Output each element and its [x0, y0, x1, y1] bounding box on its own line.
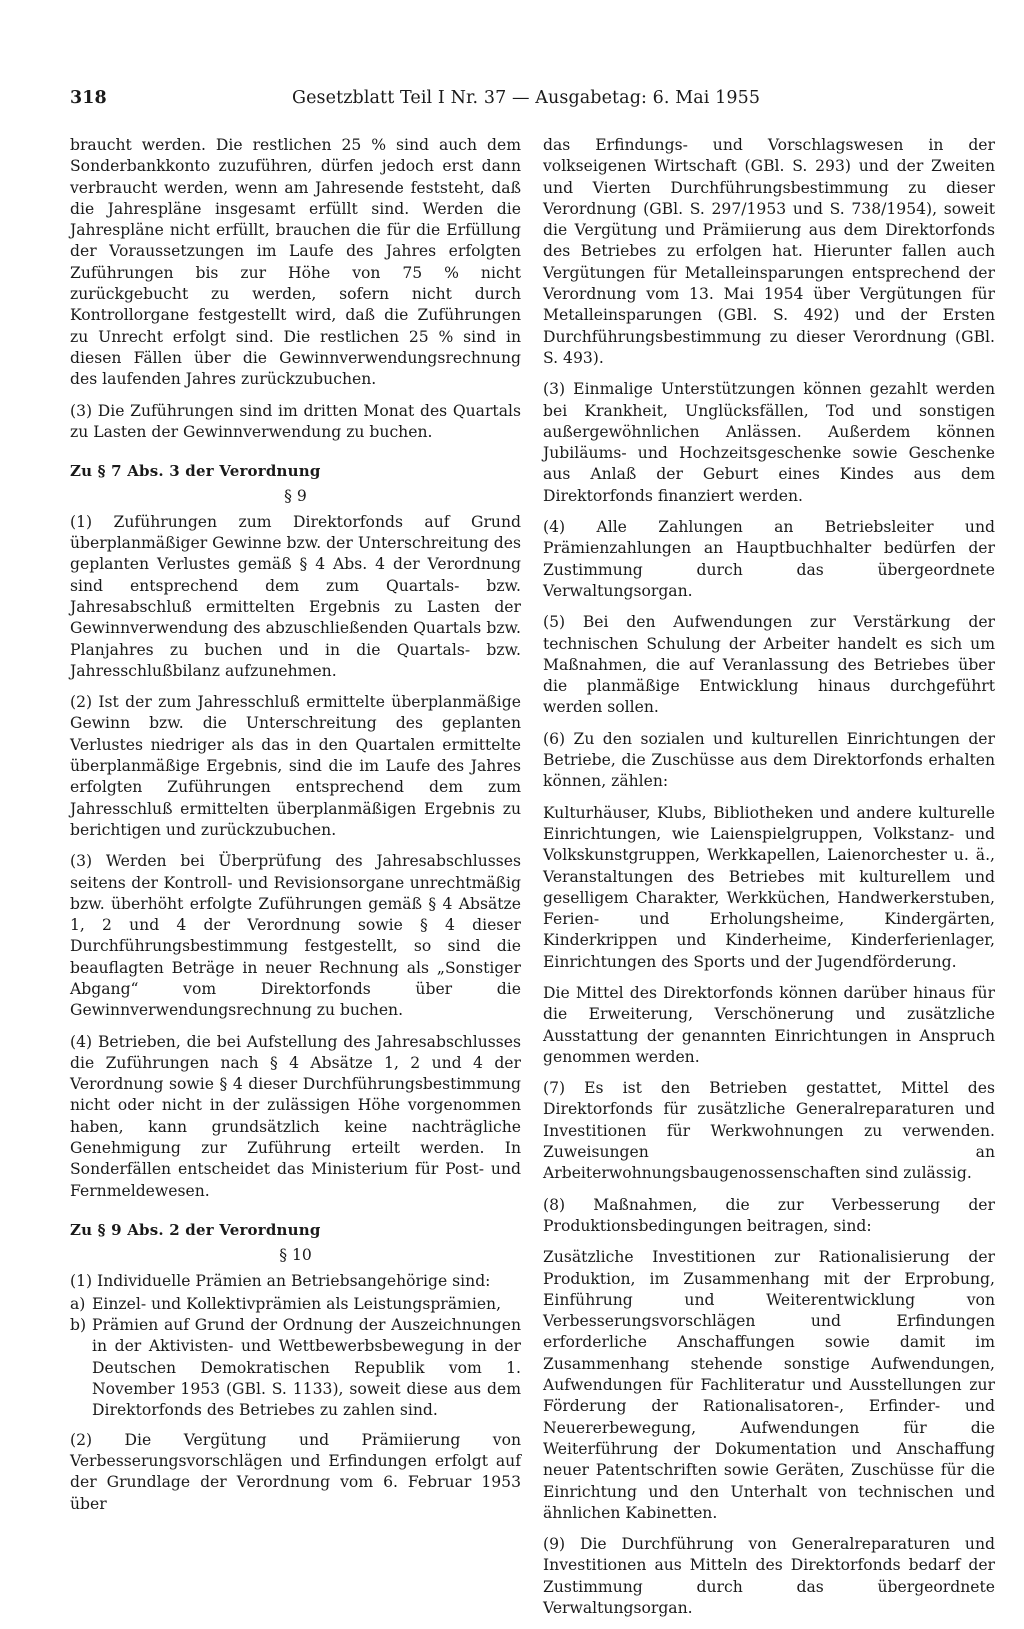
- paragraph: (8) Maßnahmen, die zur Verbesserung der Produktionsbedingungen beitragen, sind:: [543, 1195, 995, 1235]
- paragraph: (5) Bei den Aufwendungen zur Verstärkung der technischen Schulung der Arbeiter handelt es sich um Maßnahmen, die auf Veranlassung des Betriebes über die planmäßige Entwicklung hinaus durchgeführt werden sollen.: [543, 613, 995, 717]
- paragraph: Zusätzliche Investitionen zur Rationalisierung der Produktion, im Zusammenhang mit der Erprobung, Einführung und Weiterentwicklung von Verbesserungsvorschlägen und Erfindungen erforderliche Anschaffungen sowie damit im Zusammenhang stehende sonstige Aufwendungen, Aufwendungen für Fachliteratur und Ausstellungen zur Förderung der Rationalisatoren-, Erfinder- und Neuererbewegung, Aufwendungen für die Weiterführung der Dokumentation und Anschaffung neuer Patentschriften sowie Geräten, Zuschüsse für die Einrichtung und den Unterhalt von technischen und ähnlichen Kabinetten.: [543, 1248, 995, 1522]
- list-item: [70, 1294, 521, 1315]
- prize-list: [70, 1294, 521, 1422]
- left-column: [70, 135, 521, 1525]
- right-column: [543, 135, 995, 1629]
- paragraph: (7) Es ist den Betrieben gestattet, Mittel des Direktorfonds für zusätzliche Generalreparaturen und Investitionen für Werkwohnungen zu verwenden. Zuweisungen an Arbeiterwohnungsbaugenossenschaften sind zulässig.: [543, 1079, 995, 1183]
- list-text: Einzel- und Kollektivprämien als Leistungsprämien,: [92, 1294, 502, 1313]
- list-item: [70, 1315, 521, 1421]
- paragraph: Die Mittel des Direktorfonds können darüber hinaus für die Erweiterung, Verschönerung und zusätzliche Ausstattung der genannten Einrichtungen in Anspruch genommen werden.: [543, 983, 995, 1066]
- paragraph: (4) Alle Zahlungen an Betriebsleiter und Prämienzahlungen an Hauptbuchhalter bedürfen der Zustimmung durch das übergeordnete Verwaltungsorgan.: [543, 518, 995, 600]
- paragraph: braucht werden. Die restlichen 25 % sind auch dem Sonderbankkonto zuzuführen, dürfen jedoch erst dann verbraucht werden, wenn am Jahresende feststeht, daß die Jahrespläne insgesamt erfüllt sind. Werden die Jahrespläne nicht erfüllt, brauchen die für die Erfüllung der Voraussetzungen im Laufe des Jahres erfolgten Zuführungen bis zur Höhe von 75 % nicht zurückgebucht zu werden, sofern nicht durch Kontrollorgane festgestellt wird, daß die Zuführungen zu Unrecht erfolgt sind. Die restlichen 25 % sind in diesen Fällen über die Gewinnverwendungsrechnung des laufenden Jahres zurückzubuchen.: [70, 136, 521, 389]
- paragraph: (1) Zuführungen zum Direktorfonds auf Grund überplanmäßiger Gewinne bzw. der Unterschreitung des geplanten Verlustes gemäß § 4 Abs. 4 der Verordnung sind entsprechend dem zum Quartals- bzw. Jahresabschluß ermittelten Ergebnis zu Lasten der Gewinnverwendung des abzuschließenden Quartals bzw. Planjahres zu buchen und in die Quartals- bzw. Jahresschlußbilanz aufzunehmen.: [70, 512, 521, 680]
- paragraph: (3) Die Zuführungen sind im dritten Monat des Quartals zu Lasten der Gewinnverwendung zu buchen.: [70, 401, 521, 441]
- paragraph: (3) Werden bei Überprüfung des Jahresabschlusses seitens der Kontroll- und Revisionsorgane unrechtmäßig bzw. überhöht erfolgte Zuführungen gemäß § 4 Absätze 1, 2 und 4 der Verordnung sowie § 4 dieser Durchführungsbestimmung festgestellt, so sind die beauflagten Beträge in neuer Rechnung als „Sonstiger Abgang“ vom Direktorfonds über die Gewinnverwendungsrechnung zu buchen.: [70, 852, 521, 1020]
- paragraph: (2) Die Vergütung und Prämiierung von Verbesserungsvorschlägen und Erfindungen erfolgt auf der Grundlage der Verordnung vom 6. Februar 1953 über: [70, 1430, 521, 1513]
- paragraph: (1) Individuelle Prämien an Betriebsangehörige sind:: [70, 1271, 491, 1290]
- page-number: 318: [70, 88, 107, 108]
- paragraph: Kulturhäuser, Klubs, Bibliotheken und andere kulturelle Einrichtungen, wie Laienspielgruppen, Volkstanz- und Volkskunstgruppen, Werkkapellen, Laienorchester u. ä., Veranstaltungen des Betriebes mit kulturellem und geselligem Charakter, Werkküchen, Handwerkerstuben, Ferien- und Erholungsheime, Kindergärten, Kinderkrippen und Kinderheime, Kinderferienlager, Einrichtungen des Sports und der Jugendförderung.: [543, 803, 995, 971]
- section-heading: Zu § 9 Abs. 2 der Verordnung: [70, 1220, 321, 1239]
- paragraph-number: § 10: [279, 1246, 312, 1265]
- paragraph-number: § 9: [284, 487, 307, 506]
- paragraph: (6) Zu den sozialen und kulturellen Einrichtungen der Betriebe, die Zuschüsse aus dem Direktorfonds erhalten können, zählen:: [543, 729, 995, 791]
- paragraph: (3) Einmalige Unterstützungen können gezahlt werden bei Krankheit, Unglücksfällen, Tod und sonstigen außergewöhnlichen Anlässen. Außerdem können Jubiläums- und Hochzeitsgeschenke sowie Geschenke aus Anlaß der Geburt eines Kindes aus dem Direktorfonds finanziert werden.: [543, 380, 995, 505]
- paragraph: (9) Die Durchführung von Generalreparaturen und Investitionen aus Mitteln des Direktorfonds bedarf der Zustimmung durch das übergeordnete Verwaltungsorgan.: [543, 1535, 995, 1617]
- paragraph: (2) Ist der zum Jahresschluß ermittelte überplanmäßige Gewinn bzw. die Unterschreitung des geplanten Verlustes niedriger als das in den Quartalen ermittelte überplanmäßige Ergebnis, sind die im Laufe des Jahres erfolgten Zuführungen entsprechend dem zum Jahresschluß ermittelten überplanmäßigen Ergebnis zu berichtigen und zurückzubuchen.: [70, 693, 521, 839]
- page-header: [70, 88, 963, 118]
- list-label: b): [70, 1316, 87, 1335]
- paragraph: das Erfindungs- und Vorschlagswesen in der volkseigenen Wirtschaft (GBl. S. 293) und der Zweiten und Vierten Durchführungsbestimmung zu dieser Verordnung (GBl. S. 297/1953 und S. 738/1954), soweit die Vergütung und Prämiierung aus dem Direktorfonds des Betriebes zu erfolgen hat. Hierunter fallen auch Vergütungen für Metalleinsparungen entsprechend der Verordnung vom 13. Mai 1954 über Vergütungen für Metalleinsparungen (GBl. S. 492) und der Ersten Durchführungsbestimmung zu dieser Verordnung (GBl. S. 493).: [543, 136, 995, 367]
- paragraph: (4) Betrieben, die bei Aufstellung des Jahresabschlusses die Zuführungen nach § 4 Absätze 1, 2 und 4 der Verordnung sowie § 4 dieser Durchführungsbestimmung nicht oder nicht in der zulässigen Höhe vorgenommen haben, kann grundsätzlich keine nachträgliche Genehmigung zur Zuführung erteilt werden. In Sonderfällen entscheidet das Ministerium für Post- und Fernmeldewesen.: [70, 1032, 521, 1200]
- header-title: Gesetzblatt Teil I Nr. 37 — Ausgabetag: 6. Mai 1955: [292, 88, 761, 108]
- list-label: a): [70, 1294, 86, 1313]
- list-text: Prämien auf Grund der Ordnung der Auszeichnungen in der Aktivisten- und Wettbewerbsbewegung in der Deutschen Demokratischen Republik vom 1. November 1953 (GBl. S. 1133), soweit diese aus dem Direktorfonds des Betriebes zu zahlen sind.: [92, 1316, 521, 1420]
- section-heading: Zu § 7 Abs. 3 der Verordnung: [70, 462, 321, 481]
